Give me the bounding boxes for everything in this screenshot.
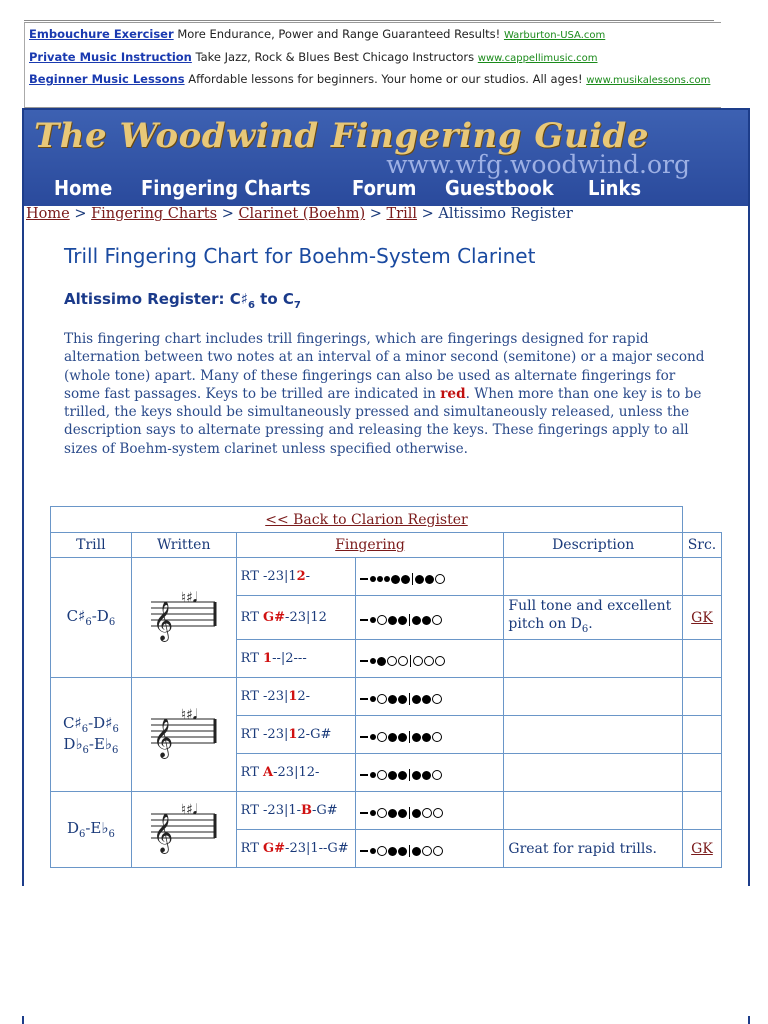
page-title: Trill Fingering Chart for Boehm-System Clarinet	[64, 244, 536, 268]
svg-text:𝄞: 𝄞	[152, 717, 173, 758]
fingering-diagram	[355, 792, 504, 830]
src-cell	[682, 640, 721, 678]
fingering-diagram	[355, 754, 504, 792]
written-cell	[131, 678, 236, 792]
src-cell	[682, 678, 721, 716]
ad-url[interactable]: www.musikalessons.com	[586, 75, 711, 86]
src-cell	[682, 558, 721, 596]
src-cell	[682, 792, 721, 830]
svg-text:♮♯𝅘𝅥: ♮♯𝅘𝅥	[180, 589, 197, 606]
fingering-text: RT 1--|2---	[236, 640, 355, 678]
table-row	[51, 558, 722, 596]
src-cell	[682, 754, 721, 792]
svg-text:𝄞: 𝄞	[152, 600, 173, 641]
breadcrumb-current: Altissimo Register	[438, 206, 573, 222]
description-cell	[504, 558, 683, 596]
trill-cell: $D_6-E♭_6$	[51, 792, 132, 868]
svg-text:♮♯𝅘𝅥: ♮♯𝅘𝅥	[180, 801, 197, 818]
description-cell	[504, 640, 683, 678]
table-row	[51, 792, 722, 830]
ad-url[interactable]: www.cappellimusic.com	[477, 53, 598, 64]
ad-block	[24, 22, 721, 108]
ad-title[interactable]: Embouchure Exerciser	[29, 27, 174, 41]
fingering-text: RT A-23|12-	[236, 754, 355, 792]
page-frame	[22, 108, 750, 886]
trill-cell: $C♯_6-D_6$	[51, 558, 132, 678]
breadcrumb-trill[interactable]: Trill	[386, 206, 418, 222]
header-fingering[interactable]: Fingering	[236, 533, 504, 558]
header-src: Src.	[682, 533, 721, 558]
site-logo-title[interactable]: The Woodwind Fingering Guide	[34, 116, 649, 156]
nav-forum[interactable]: Forum	[351, 176, 416, 200]
fingering-text: RT -23|12-	[236, 558, 355, 596]
description-cell	[504, 754, 683, 792]
breadcrumb-fingering-charts[interactable]: Fingering Charts	[91, 206, 218, 222]
music-staff-icon	[149, 800, 219, 856]
ad-title[interactable]: Beginner Music Lessons	[29, 72, 185, 86]
fingering-text: RT G#-23|12	[236, 596, 355, 640]
fingering-diagram	[355, 678, 504, 716]
description-cell: Great for rapid trills.	[504, 830, 683, 868]
red-keyword: red	[440, 385, 466, 402]
header-trill: Trill	[51, 533, 132, 558]
breadcrumb-home[interactable]: Home	[26, 206, 70, 222]
next-page-frame	[22, 1016, 750, 1024]
fingering-diagram	[355, 558, 504, 596]
fingering-text: RT -23|1-B-G#	[236, 792, 355, 830]
top-divider	[24, 20, 714, 21]
nav-guestbook[interactable]: Guestbook	[445, 176, 554, 200]
description-cell: Full tone and excellent pitch on $D_6$.	[504, 596, 683, 640]
nav-home[interactable]: Home	[54, 176, 113, 200]
written-cell	[131, 792, 236, 868]
ad-title[interactable]: Private Music Instruction	[29, 50, 192, 64]
header-written: Written	[131, 533, 236, 558]
src-cell	[682, 716, 721, 754]
page-subtitle: Altissimo Register: $C♯_6$ to $C_7$	[64, 290, 301, 311]
fingering-text: RT G#-23|1--G#	[236, 830, 355, 868]
trill-chart-table	[50, 506, 722, 868]
intro-paragraph: This fingering chart includes trill fingerings, which are fingerings designed for rapid alternation between two notes at an interval of a minor second (semitone) or a major second (whole tone) apart. Many of these fingerings can also be used as alternate fingerings for some fast passages. Keys to be trilled are indicated in red. When more than one key is to be trilled, the keys should be simultaneously pressed and simultaneously released, unless the description says to alternate pressing and releasing the keys. These fingerings apply to all sizes of Boehm-system clarinet unless specified otherwise.	[64, 331, 705, 457]
ad-text: Take Jazz, Rock & Blues Best Chicago Instructors	[195, 50, 475, 64]
svg-text:♮♯𝅘𝅥: ♮♯𝅘𝅥	[180, 706, 197, 723]
written-cell	[131, 558, 236, 678]
breadcrumb-clarinet[interactable]: Clarinet (Boehm)	[238, 206, 366, 222]
fingering-text: RT -23|12-	[236, 678, 355, 716]
ad-text: More Endurance, Power and Range Guaranteed Results!	[177, 27, 501, 41]
description-cell	[504, 716, 683, 754]
fingering-diagram	[355, 830, 504, 868]
ad-url[interactable]: Warburton-USA.com	[503, 30, 606, 41]
description-cell	[504, 792, 683, 830]
ad-text: Affordable lessons for beginners. Your home or our studios. All ages!	[188, 72, 583, 86]
site-url: www.wfg.woodwind.org	[386, 150, 690, 179]
fingering-diagram	[355, 716, 504, 754]
header-description: Description	[504, 533, 683, 558]
nav-links[interactable]: Links	[587, 176, 641, 200]
src-cell[interactable]: GK	[682, 596, 721, 640]
fingering-text: RT -23|12-G#	[236, 716, 355, 754]
breadcrumb: Home > Fingering Charts > Clarinet (Boehm) > Trill > Altissimo Register	[26, 206, 573, 222]
back-to-clarion-link[interactable]: << Back to Clarion Register	[265, 511, 468, 528]
main-nav	[54, 176, 669, 200]
table-row	[51, 678, 722, 716]
description-cell	[504, 678, 683, 716]
fingering-diagram	[355, 596, 504, 640]
src-cell[interactable]: GK	[682, 830, 721, 868]
trill-cell: $C♯_6-D♯_6$ $D♭_6-E♭_6$	[51, 678, 132, 792]
ad-row[interactable]	[29, 72, 710, 86]
fingering-diagram	[355, 640, 504, 678]
music-staff-icon	[149, 705, 219, 761]
ad-row[interactable]	[29, 27, 605, 41]
svg-text:𝄞: 𝄞	[152, 812, 173, 853]
music-staff-icon	[149, 588, 219, 644]
ad-row[interactable]	[29, 50, 598, 64]
nav-fingering-charts[interactable]: Fingering Charts	[140, 176, 311, 200]
site-banner	[24, 110, 748, 206]
